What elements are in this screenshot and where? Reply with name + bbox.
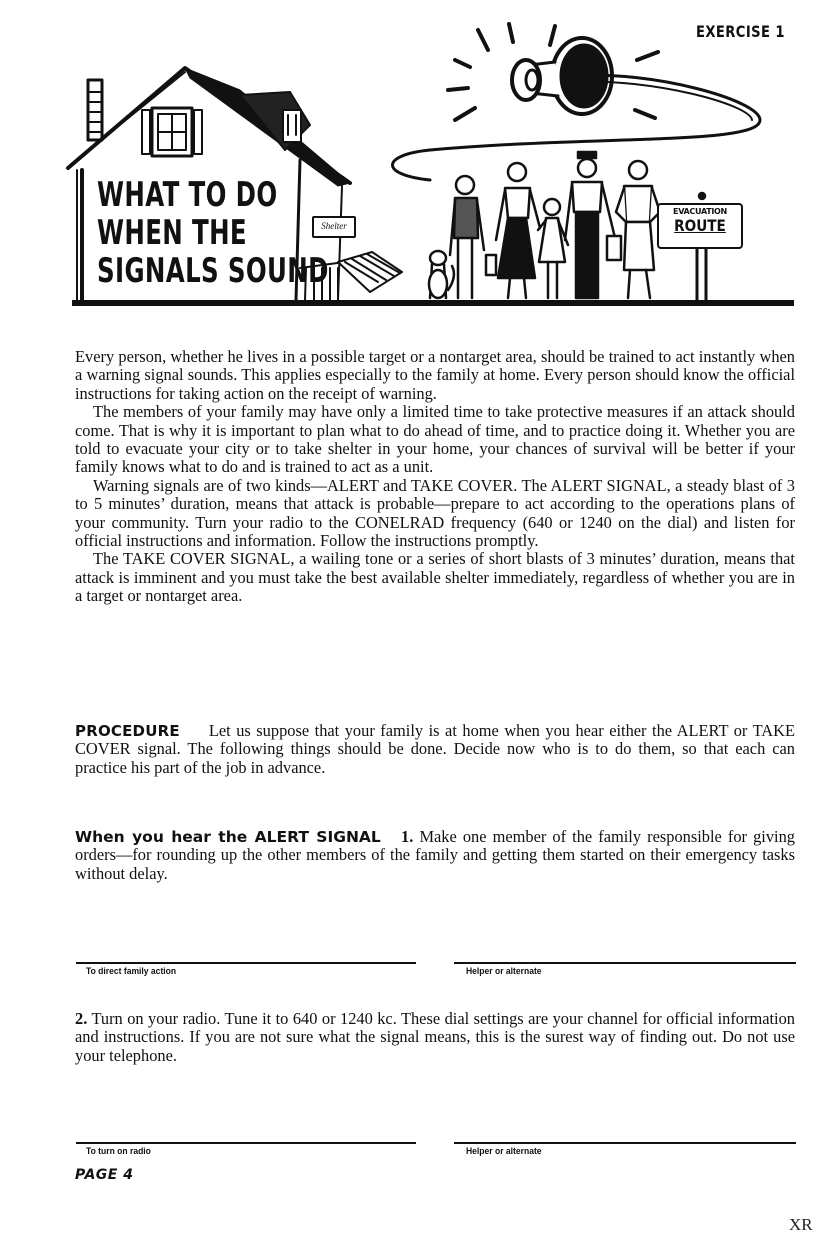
step-text: Turn on your radio. Tune it to 640 or 1240 kc. These dial settings are your channel for official information and instructions. If you are not sure what the signal means, this is the surest way of finding out. Do not use your telephone.	[75, 1009, 795, 1065]
title-line: WHEN THE	[97, 213, 248, 253]
alert-step-1	[75, 828, 795, 883]
alert-signal-label: When you hear the ALERT SIGNAL	[75, 828, 381, 846]
signature-line-helper[interactable]	[454, 1142, 796, 1144]
step-number: 2.	[75, 1009, 88, 1028]
procedure-label: PROCEDURE	[75, 722, 180, 740]
signature-label: Helper or alternate	[466, 966, 542, 977]
route-sign-big-text: ROUTE	[674, 216, 726, 235]
shelter-sign: Shelter	[312, 216, 356, 238]
signature-label: To direct family action	[86, 966, 177, 977]
intro-section	[75, 348, 795, 606]
route-sign-small-text: EVACUATION	[673, 207, 727, 216]
exercise-label: EXERCISE 1	[696, 22, 785, 41]
page-number: PAGE 4	[75, 1167, 134, 1183]
evacuation-route-sign	[657, 203, 743, 249]
intro-paragraph: Warning signals are of two kinds—ALERT and TAKE COVER. The ALERT SIGNAL, a steady blast of 3 to 5 minutes’ duration, means that attack is probable—prepare to act according to the operations plans of your community. Turn your radio to the CONELRAD frequency (640 or 1240 on the dial) and listen for official instructions and information. Follow the instructions promptly.	[75, 475, 795, 551]
title-line: SIGNALS SOUND	[97, 251, 329, 291]
signature-line-turn-on-radio[interactable]	[76, 1142, 416, 1144]
alert-step-2	[75, 1010, 795, 1065]
title-line: WHAT TO DO	[97, 175, 278, 215]
watermark: XR	[789, 1215, 813, 1234]
intro-paragraph: Every person, whether he lives in a possible target or a nontarget area, should be trained to act instantly when a warning signal sounds. This applies especially to the family at home. Every person should know the official instructions for taking action on the receipt of warning.	[75, 347, 795, 403]
procedure-section	[75, 722, 795, 777]
siren-icon	[393, 24, 761, 180]
step-number: 1.	[401, 827, 414, 846]
signature-line-direct-family[interactable]	[76, 962, 416, 964]
signature-label: To turn on radio	[86, 1146, 151, 1157]
intro-paragraph: The members of your family may have only a limited time to take protective measures if an attack should come. That is why it is important to plan what to do ahead of time, and to practice doing it. Whether you are told to evacuate your city or to take shelter in your home, your chances of survival will be better if your family knows what to do and is trained to act as a unit.	[75, 402, 795, 477]
intro-paragraph: The TAKE COVER SIGNAL, a wailing tone or a series of short blasts of 3 minutes’ duration, means that attack is imminent and you must take the best available shelter immediately, regardless of whether you are in a target or nontarget area.	[75, 549, 795, 606]
procedure-text: Let us suppose that your family is at home when you hear either the ALERT or TAKE COVER signal. The following things should be done. Decide now who is to do them, so that each can practice his part of the job in advance.	[75, 721, 795, 777]
step-text: Make one member of the family responsible for giving orders—for rounding up the other members of the family and getting them started on their emergency tasks without delay.	[75, 827, 795, 883]
signature-label: Helper or alternate	[466, 1146, 542, 1157]
dog-icon	[429, 251, 454, 298]
signature-line-helper[interactable]	[454, 962, 796, 964]
ground-line	[72, 300, 794, 306]
page-title	[97, 176, 329, 290]
